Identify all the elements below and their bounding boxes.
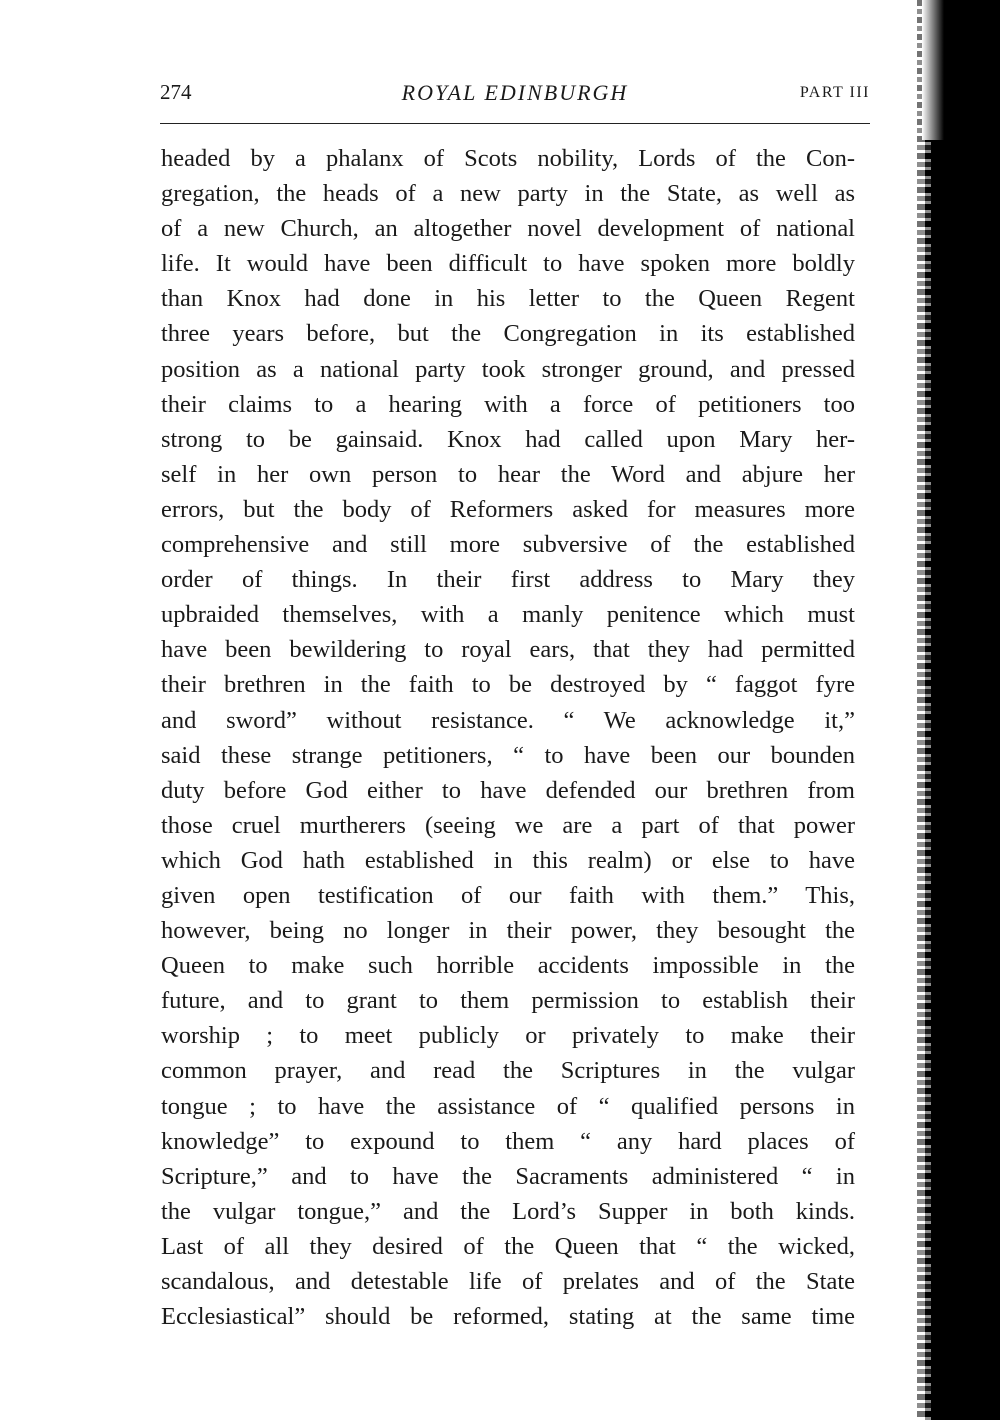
text-line: however, being no longer in their power, they besought the (161, 917, 855, 945)
text-line: upbraided themselves, with a manly penitence which must (161, 601, 855, 629)
text-line: common prayer, and read the Scriptures in the vulgar (161, 1057, 855, 1085)
text-line: their claims to a hearing with a force of petitioners too (161, 390, 855, 418)
text-line: three years before, but the Congregation in its established (161, 320, 855, 348)
text-line: scandalous, and detestable life of prelates and of the State (161, 1268, 855, 1295)
text-line: the vulgar tongue,” and the Lord’s Supper in both kinds. (161, 1197, 855, 1225)
header-rule (160, 123, 870, 124)
text-line: their brethren in the faith to be destroyed by “ faggot fyre (161, 671, 855, 699)
text-line: have been bewildering to royal ears, that they had permitted (161, 636, 855, 664)
body-text (161, 141, 855, 1334)
text-line: than Knox had done in his letter to the Queen Regent (161, 285, 855, 313)
text-line: order of things. In their first address to Mary they (161, 566, 855, 594)
text-line: given open testification of our faith with them.” This, (161, 881, 855, 909)
text-line: worship ; to meet publicly or privately to make their (161, 1022, 855, 1050)
scan-edge-shadow (925, 0, 1000, 1420)
text-line: errors, but the body of Reformers asked for measures more (161, 495, 855, 523)
text-line: future, and to grant to them permission to establish their (161, 987, 855, 1015)
text-line: said these strange petitioners, “ to have been our bounden (161, 741, 855, 769)
text-line: gregation, the heads of a new party in the State, as well as (161, 180, 855, 208)
text-line: position as a national party took stronger ground, and pressed (161, 355, 855, 383)
text-line: Last of all they desired of the Queen that “ the wicked, (161, 1232, 855, 1260)
page-number: 274 (160, 80, 192, 104)
text-line: those cruel murtherers (seeing we are a part of that power (161, 811, 855, 839)
text-line: which God hath established in this realm) or else to have (161, 846, 855, 874)
running-title: ROYAL EDINBURGH (401, 80, 629, 105)
text-line: knowledge” to expound to them “ any hard places of (161, 1127, 855, 1155)
text-line: tongue ; to have the assistance of “ qualified persons in (161, 1092, 855, 1120)
text-line: Queen to make such horrible accidents impossible in the (161, 952, 855, 980)
text-line: Scripture,” and to have the Sacraments administered “ in (161, 1162, 855, 1190)
part-label: PART III (799, 84, 870, 101)
text-line: and sword” without resistance. “ We acknowledge it,” (161, 706, 855, 734)
text-line: self in her own person to hear the Word and abjure her (161, 460, 855, 488)
text-line: headed by a phalanx of Scots nobility, Lords of the Con- (161, 145, 855, 172)
text-line: comprehensive and still more subversive of the established (161, 531, 855, 559)
text-line: duty before God either to have defended our brethren from (161, 776, 855, 804)
text-line: strong to be gainsaid. Knox had called upon Mary her- (161, 425, 855, 453)
text-line: life. It would have been difficult to have spoken more boldly (161, 250, 855, 278)
text-line: of a new Church, an altogether novel development of national (161, 215, 855, 243)
text-line: Ecclesiastical” should be reformed, stating at the same time (161, 1303, 855, 1331)
